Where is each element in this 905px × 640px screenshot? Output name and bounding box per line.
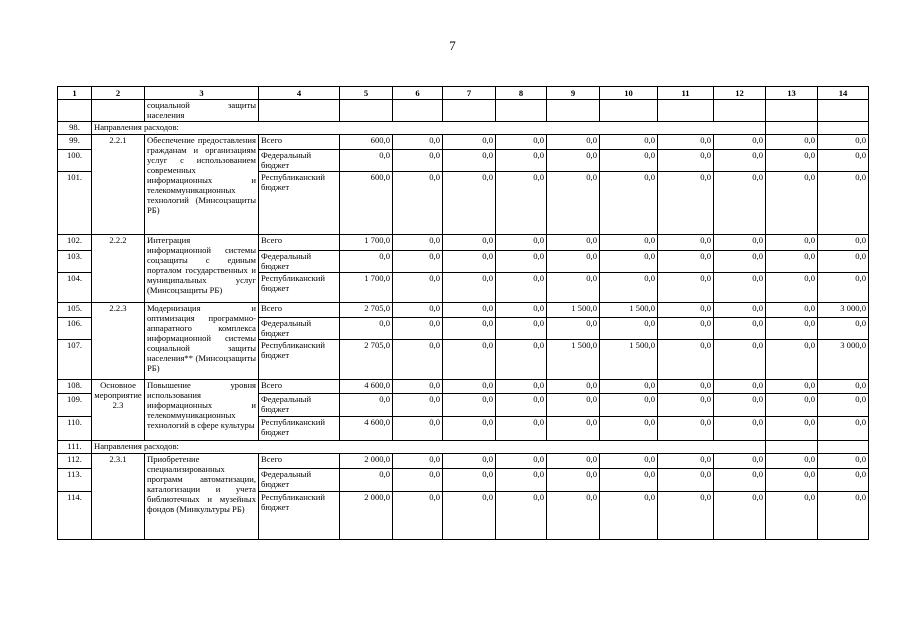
- value-cell: 1 500,0: [547, 340, 600, 380]
- value-cell: 0,0: [393, 318, 443, 340]
- row-number: 113.: [58, 469, 92, 492]
- value-cell: 0,0: [496, 303, 547, 318]
- item-code: 2.2.2: [92, 235, 145, 303]
- column-header: 9: [547, 87, 600, 100]
- column-header: 11: [658, 87, 714, 100]
- table-row: [58, 303, 869, 318]
- column-header: 14: [818, 87, 869, 100]
- value-cell: 0,0: [766, 492, 818, 540]
- value-cell: 3 000,0: [818, 340, 869, 380]
- value-cell: 0,0: [714, 235, 766, 251]
- value-cell: 2 000,0: [340, 454, 393, 469]
- item-code: 2.3.1: [92, 454, 145, 540]
- column-header: 3: [145, 87, 259, 100]
- item-code: 2.2.3: [92, 303, 145, 380]
- row-number: 114.: [58, 492, 92, 540]
- value-cell: 0,0: [766, 273, 818, 303]
- item-code: 2.2.1: [92, 135, 145, 235]
- value-cell: 0,0: [393, 417, 443, 441]
- value-cell: 0,0: [547, 273, 600, 303]
- value-cell: 0,0: [496, 394, 547, 417]
- value-cell: 0,0: [496, 251, 547, 273]
- value-cell: 0,0: [496, 454, 547, 469]
- value-cell: 0,0: [443, 380, 496, 394]
- value-cell: 0,0: [766, 172, 818, 235]
- value-cell: 0,0: [766, 394, 818, 417]
- funding-source: Всего: [259, 235, 340, 251]
- value-cell: 0,0: [658, 380, 714, 394]
- value-cell: 0,0: [658, 318, 714, 340]
- row-number: 98.: [58, 122, 92, 135]
- value-cell: 0,0: [766, 417, 818, 441]
- section-title: Направления расходов:: [92, 441, 714, 454]
- value-cell: 0,0: [714, 150, 766, 172]
- row-number: 108.: [58, 380, 92, 394]
- funding-source: Республиканский бюджет: [259, 492, 340, 540]
- column-header: 5: [340, 87, 393, 100]
- value-cell: 0,0: [818, 135, 869, 150]
- table-cell: [58, 100, 92, 122]
- value-cell: 600,0: [340, 135, 393, 150]
- table-row: [58, 380, 869, 394]
- value-cell: 0,0: [393, 492, 443, 540]
- funding-source: Всего: [259, 454, 340, 469]
- row-number: 104.: [58, 273, 92, 303]
- funding-source: Всего: [259, 303, 340, 318]
- value-cell: 0,0: [658, 172, 714, 235]
- column-header: 10: [600, 87, 658, 100]
- value-cell: 0,0: [714, 273, 766, 303]
- value-cell: 0,0: [766, 469, 818, 492]
- value-cell: 0,0: [393, 251, 443, 273]
- table-row: [58, 454, 869, 469]
- value-cell: 0,0: [393, 469, 443, 492]
- value-cell: 0,0: [547, 492, 600, 540]
- value-cell: 0,0: [658, 469, 714, 492]
- row-number: 109.: [58, 394, 92, 417]
- value-cell: 1 500,0: [600, 303, 658, 318]
- row-number: 99.: [58, 135, 92, 150]
- value-cell: 0,0: [547, 469, 600, 492]
- table-cell: [393, 100, 443, 122]
- value-cell: 0,0: [766, 150, 818, 172]
- value-cell: 0,0: [547, 417, 600, 441]
- value-cell: 0,0: [443, 417, 496, 441]
- table-cell: [714, 122, 766, 135]
- value-cell: 0,0: [393, 235, 443, 251]
- page-number: 7: [449, 38, 456, 53]
- value-cell: 0,0: [443, 492, 496, 540]
- value-cell: 0,0: [600, 394, 658, 417]
- continuation-row: [58, 100, 869, 122]
- value-cell: 0,0: [496, 340, 547, 380]
- value-cell: 0,0: [818, 454, 869, 469]
- value-cell: 3 000,0: [818, 303, 869, 318]
- value-cell: 0,0: [600, 469, 658, 492]
- column-header: 6: [393, 87, 443, 100]
- section-title: Направления расходов:: [92, 122, 714, 135]
- value-cell: 0,0: [443, 172, 496, 235]
- item-description: Повышение уровня использования информационных и телекоммуникационных технологий в сфере культуры: [145, 380, 259, 441]
- item-description: Модернизация и оптимизация программно-аппаратного комплекса информационной системы социальной защиты населения** (Минсоцзащиты РБ): [145, 303, 259, 380]
- value-cell: 0,0: [600, 150, 658, 172]
- table-cell: [259, 100, 340, 122]
- value-cell: 0,0: [818, 394, 869, 417]
- value-cell: 2 705,0: [340, 340, 393, 380]
- table-cell: [818, 122, 869, 135]
- value-cell: 0,0: [818, 380, 869, 394]
- value-cell: 0,0: [714, 492, 766, 540]
- value-cell: 0,0: [443, 273, 496, 303]
- funding-source: Федеральный бюджет: [259, 251, 340, 273]
- value-cell: 0,0: [393, 454, 443, 469]
- value-cell: 0,0: [818, 273, 869, 303]
- value-cell: 0,0: [818, 172, 869, 235]
- value-cell: 0,0: [714, 251, 766, 273]
- value-cell: 0,0: [547, 172, 600, 235]
- value-cell: 0,0: [600, 235, 658, 251]
- value-cell: 1 500,0: [547, 303, 600, 318]
- row-number: 105.: [58, 303, 92, 318]
- column-header: 12: [714, 87, 766, 100]
- value-cell: 0,0: [658, 454, 714, 469]
- value-cell: 0,0: [496, 273, 547, 303]
- column-header: 4: [259, 87, 340, 100]
- value-cell: 0,0: [818, 318, 869, 340]
- value-cell: 0,0: [443, 394, 496, 417]
- value-cell: 0,0: [600, 251, 658, 273]
- value-cell: 0,0: [496, 172, 547, 235]
- row-number: 107.: [58, 340, 92, 380]
- budget-table: [57, 86, 869, 540]
- table-cell: [766, 441, 818, 454]
- value-cell: 0,0: [714, 454, 766, 469]
- value-cell: 0,0: [393, 172, 443, 235]
- value-cell: 0,0: [714, 135, 766, 150]
- table-cell: [714, 100, 766, 122]
- value-cell: 0,0: [496, 492, 547, 540]
- value-cell: 2 000,0: [340, 492, 393, 540]
- value-cell: 1 500,0: [600, 340, 658, 380]
- value-cell: 0,0: [547, 135, 600, 150]
- value-cell: 0,0: [658, 303, 714, 318]
- row-number: 112.: [58, 454, 92, 469]
- value-cell: 0,0: [766, 251, 818, 273]
- value-cell: 0,0: [818, 492, 869, 540]
- funding-source: Федеральный бюджет: [259, 150, 340, 172]
- row-number: 101.: [58, 172, 92, 235]
- value-cell: 0,0: [547, 150, 600, 172]
- funding-source: Республиканский бюджет: [259, 417, 340, 441]
- row-number: 110.: [58, 417, 92, 441]
- value-cell: 0,0: [766, 235, 818, 251]
- item-description: Интеграция информационной системы соцзащиты с единым порталом государственных и муниципальных услуг (Минсоцзащиты РБ): [145, 235, 259, 303]
- row-number: 100.: [58, 150, 92, 172]
- value-cell: 0,0: [443, 303, 496, 318]
- value-cell: 0,0: [600, 273, 658, 303]
- table-cell: [496, 100, 547, 122]
- table-cell: [92, 100, 145, 122]
- value-cell: 0,0: [393, 380, 443, 394]
- value-cell: 0,0: [818, 150, 869, 172]
- value-cell: 2 705,0: [340, 303, 393, 318]
- value-cell: 0,0: [818, 235, 869, 251]
- value-cell: 0,0: [600, 135, 658, 150]
- value-cell: 0,0: [658, 150, 714, 172]
- value-cell: 0,0: [766, 303, 818, 318]
- table-cell: [766, 122, 818, 135]
- funding-source: Республиканский бюджет: [259, 172, 340, 235]
- column-header: 2: [92, 87, 145, 100]
- table-cell: [658, 100, 714, 122]
- value-cell: 0,0: [547, 380, 600, 394]
- value-cell: 0,0: [496, 380, 547, 394]
- funding-source: Федеральный бюджет: [259, 394, 340, 417]
- value-cell: 0,0: [443, 135, 496, 150]
- value-cell: 0,0: [658, 251, 714, 273]
- value-cell: 0,0: [496, 150, 547, 172]
- table-cell: [340, 100, 393, 122]
- value-cell: 0,0: [600, 454, 658, 469]
- value-cell: 0,0: [600, 318, 658, 340]
- value-cell: 0,0: [443, 235, 496, 251]
- value-cell: 0,0: [766, 380, 818, 394]
- section-row: [58, 122, 869, 135]
- value-cell: 0,0: [714, 469, 766, 492]
- value-cell: 0,0: [547, 454, 600, 469]
- funding-source: Федеральный бюджет: [259, 318, 340, 340]
- row-number: 111.: [58, 441, 92, 454]
- value-cell: 0,0: [818, 469, 869, 492]
- value-cell: 0,0: [496, 135, 547, 150]
- table-cell: [766, 100, 818, 122]
- section-row: [58, 441, 869, 454]
- row-number: 103.: [58, 251, 92, 273]
- column-header: 13: [766, 87, 818, 100]
- value-cell: 0,0: [818, 251, 869, 273]
- value-cell: 0,0: [393, 340, 443, 380]
- column-header: 8: [496, 87, 547, 100]
- item-description: социальной защиты населения: [145, 100, 259, 122]
- value-cell: 0,0: [658, 273, 714, 303]
- value-cell: 0,0: [766, 340, 818, 380]
- table-cell: [600, 100, 658, 122]
- value-cell: 0,0: [443, 340, 496, 380]
- value-cell: 0,0: [714, 303, 766, 318]
- column-header: 7: [443, 87, 496, 100]
- table-cell: [818, 100, 869, 122]
- value-cell: 0,0: [766, 454, 818, 469]
- value-cell: 0,0: [714, 380, 766, 394]
- value-cell: 0,0: [496, 469, 547, 492]
- value-cell: 0,0: [658, 340, 714, 380]
- value-cell: 0,0: [496, 318, 547, 340]
- header-row: [58, 87, 869, 100]
- value-cell: 0,0: [547, 251, 600, 273]
- value-cell: 0,0: [443, 150, 496, 172]
- value-cell: 0,0: [658, 492, 714, 540]
- value-cell: 0,0: [714, 172, 766, 235]
- value-cell: 1 700,0: [340, 235, 393, 251]
- value-cell: 1 700,0: [340, 273, 393, 303]
- value-cell: 0,0: [600, 492, 658, 540]
- table-cell: [547, 100, 600, 122]
- funding-source: Всего: [259, 380, 340, 394]
- table-cell: [443, 100, 496, 122]
- value-cell: 0,0: [443, 454, 496, 469]
- value-cell: 4 600,0: [340, 380, 393, 394]
- item-description: Приобретение специализированных программ автоматизации, каталогизации и учета библиотечных и музейных фондов (Минкультуры РБ): [145, 454, 259, 540]
- value-cell: 0,0: [340, 150, 393, 172]
- value-cell: 0,0: [658, 417, 714, 441]
- value-cell: 0,0: [818, 417, 869, 441]
- value-cell: 0,0: [340, 318, 393, 340]
- value-cell: 600,0: [340, 172, 393, 235]
- row-number: 106.: [58, 318, 92, 340]
- value-cell: 0,0: [393, 273, 443, 303]
- value-cell: 0,0: [600, 380, 658, 394]
- table-cell: [818, 441, 869, 454]
- value-cell: 4 600,0: [340, 417, 393, 441]
- value-cell: 0,0: [496, 235, 547, 251]
- value-cell: 0,0: [766, 318, 818, 340]
- value-cell: 0,0: [658, 235, 714, 251]
- value-cell: 0,0: [600, 417, 658, 441]
- value-cell: 0,0: [393, 135, 443, 150]
- value-cell: 0,0: [547, 235, 600, 251]
- value-cell: 0,0: [766, 135, 818, 150]
- value-cell: 0,0: [443, 318, 496, 340]
- value-cell: 0,0: [496, 417, 547, 441]
- value-cell: 0,0: [600, 172, 658, 235]
- value-cell: 0,0: [393, 150, 443, 172]
- value-cell: 0,0: [547, 318, 600, 340]
- value-cell: 0,0: [658, 394, 714, 417]
- item-code: Основное мероприятие 2.3: [92, 380, 145, 441]
- item-description: Обеспечение предоставления гражданам и организациям услуг с использованием современных информационных и телекоммуникационных технологий (Минсоцзащиты РБ): [145, 135, 259, 235]
- value-cell: 0,0: [714, 417, 766, 441]
- column-header: 1: [58, 87, 92, 100]
- funding-source: Республиканский бюджет: [259, 273, 340, 303]
- row-number: 102.: [58, 235, 92, 251]
- value-cell: 0,0: [658, 135, 714, 150]
- value-cell: 0,0: [714, 394, 766, 417]
- table-row: [58, 135, 869, 150]
- value-cell: 0,0: [393, 303, 443, 318]
- funding-source: Федеральный бюджет: [259, 469, 340, 492]
- funding-source: Республиканский бюджет: [259, 340, 340, 380]
- value-cell: 0,0: [547, 394, 600, 417]
- value-cell: 0,0: [340, 394, 393, 417]
- table-cell: [714, 441, 766, 454]
- value-cell: 0,0: [443, 251, 496, 273]
- value-cell: 0,0: [340, 251, 393, 273]
- value-cell: 0,0: [393, 394, 443, 417]
- value-cell: 0,0: [714, 340, 766, 380]
- funding-source: Всего: [259, 135, 340, 150]
- value-cell: 0,0: [340, 469, 393, 492]
- value-cell: 0,0: [714, 318, 766, 340]
- value-cell: 0,0: [443, 469, 496, 492]
- table-row: [58, 235, 869, 251]
